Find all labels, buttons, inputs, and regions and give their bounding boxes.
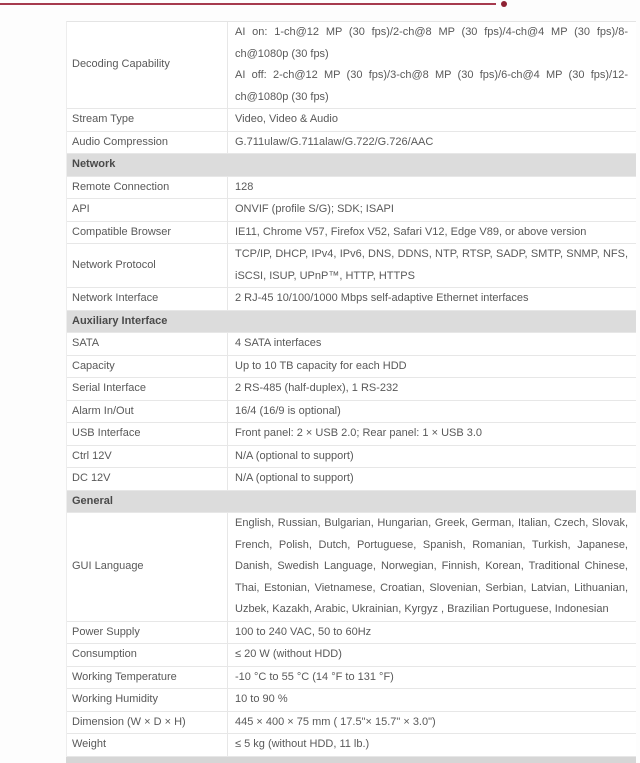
spec-value-paragraph: AI on: 1-ch@12 MP (30 fps)/2-ch@8 MP (30 fps)/4-ch@4 MP (30 fps)/8-ch@1080p (30 fps) — [235, 26, 628, 60]
spec-row — [67, 644, 636, 667]
spec-row — [67, 446, 636, 469]
spec-row — [67, 468, 636, 491]
specification-table — [66, 21, 636, 757]
spec-value — [228, 689, 636, 711]
section-header: Network — [67, 154, 636, 177]
spec-value — [228, 177, 636, 199]
spec-value — [228, 288, 636, 310]
spec-value-paragraph: 445 × 400 × 75 mm ( 17.5"× 15.7" × 3.0") — [235, 715, 436, 728]
spec-value-paragraph: -10 °C to 55 °C (14 °F to 131 °F) — [235, 670, 394, 683]
spec-value — [228, 446, 636, 468]
spec-row — [67, 622, 636, 645]
spec-row — [67, 356, 636, 379]
spec-value-paragraph: Video, Video & Audio — [235, 113, 338, 125]
spec-label: DC 12V — [67, 468, 228, 490]
spec-row — [67, 22, 636, 109]
spec-label: Working Humidity — [67, 689, 228, 711]
accent-divider-line — [0, 3, 496, 5]
spec-row — [67, 423, 636, 446]
spec-value-paragraph: 2 RS-485 (half-duplex), 1 RS-232 — [235, 382, 399, 394]
spec-label: Serial Interface — [67, 378, 228, 400]
spec-label: Compatible Browser — [67, 222, 228, 244]
spec-value-paragraph: 10 to 90 % — [235, 693, 288, 705]
spec-value-paragraph: N/A (optional to support) — [235, 449, 354, 462]
spec-row — [67, 177, 636, 200]
spec-value-paragraph: 16/4 (16/9 is optional) — [235, 404, 341, 417]
spec-value-paragraph: N/A (optional to support) — [235, 472, 354, 484]
section-header: Auxiliary Interface — [67, 311, 636, 334]
spec-label: USB Interface — [67, 423, 228, 445]
spec-value — [228, 712, 636, 734]
spec-label: Decoding Capability — [67, 22, 228, 108]
spec-row — [67, 288, 636, 311]
spec-label: API — [67, 199, 228, 221]
spec-label: Power Supply — [67, 622, 228, 644]
spec-value-paragraph: G.711ulaw/G.711alaw/G.722/G.726/AAC — [235, 135, 434, 148]
spec-label: Network Interface — [67, 288, 228, 310]
spec-value-paragraph: 128 — [235, 180, 254, 193]
spec-value — [228, 109, 636, 131]
spec-value-paragraph: English, Russian, Bulgarian, Hungarian, Greek, German, Italian, Czech, Slovak, French, Polish, Dutch, Portuguese, Spanish, Romanian, Turkish, Japanese, Danish, Swedish Language, Norwegian, Finnish, Korean, Traditional Chinese, Thai, Estonian, Vietnamese, Croatian, Slovenian, Serbian, Latvian, Lithuanian, Uzbek, Kazakh, Arabic, Ukrainian, Kyrgyz , Brazilian Portuguese, Indonesian — [235, 517, 628, 615]
accent-dot — [501, 1, 507, 7]
spec-value-paragraph: Front panel: 2 × USB 2.0; Rear panel: 1 × USB 3.0 — [235, 427, 483, 439]
spec-label: Alarm In/Out — [67, 401, 228, 423]
spec-value — [228, 356, 636, 378]
spec-value-paragraph: ONVIF (profile S/G); SDK; ISAPI — [235, 203, 394, 215]
spec-value-paragraph: ≤ 20 W (without HDD) — [235, 648, 342, 660]
spec-value — [228, 401, 636, 423]
spec-value-paragraph: AI off: 2-ch@12 MP (30 fps)/3-ch@8 MP (30 fps)/6-ch@4 MP (30 fps)/12-ch@1080p (30 fps) — [235, 69, 628, 103]
spec-row — [67, 734, 636, 757]
spec-value — [228, 734, 636, 756]
spec-value — [228, 132, 636, 154]
spec-value — [228, 378, 636, 400]
spec-value — [228, 468, 636, 490]
spec-value-paragraph: 100 to 240 VAC, 50 to 60Hz — [235, 625, 372, 638]
spec-label: Working Temperature — [67, 667, 228, 689]
spec-value-paragraph: IE11, Chrome V57, Firefox V52, Safari V12, Edge V89, or above version — [235, 225, 587, 238]
spec-value-paragraph: 4 SATA interfaces — [235, 337, 322, 349]
spec-value — [228, 199, 636, 221]
spec-value — [228, 244, 636, 287]
section-header: General — [67, 491, 636, 514]
spec-row — [67, 132, 636, 155]
spec-value — [228, 423, 636, 445]
spec-label: Network Protocol — [67, 244, 228, 287]
spec-row — [67, 401, 636, 424]
spec-value — [228, 667, 636, 689]
spec-value — [228, 513, 636, 621]
spec-value-paragraph: ≤ 5 kg (without HDD, 11 lb.) — [235, 738, 370, 750]
spec-row — [67, 109, 636, 132]
spec-row — [67, 689, 636, 712]
spec-value-paragraph: Up to 10 TB capacity for each HDD — [235, 359, 407, 372]
spec-row — [67, 333, 636, 356]
spec-value — [228, 644, 636, 666]
spec-label: Capacity — [67, 356, 228, 378]
spec-row — [67, 378, 636, 401]
spec-value-paragraph: 2 RJ-45 10/100/1000 Mbps self-adaptive Ethernet interfaces — [235, 292, 529, 304]
spec-value — [228, 622, 636, 644]
spec-row — [67, 244, 636, 288]
spec-row — [67, 513, 636, 622]
spec-row — [67, 199, 636, 222]
spec-label: Audio Compression — [67, 132, 228, 154]
spec-label: GUI Language — [67, 513, 228, 621]
spec-value-paragraph: TCP/IP, DHCP, IPv4, IPv6, DNS, DDNS, NTP, RTSP, SADP, SMTP, SNMP, NFS, iSCSI, ISUP, UPnP™, HTTP, HTTPS — [235, 248, 628, 282]
spec-row — [67, 222, 636, 245]
spec-value — [228, 333, 636, 355]
spec-label: Dimension (W × D × H) — [67, 712, 228, 734]
spec-label: Remote Connection — [67, 177, 228, 199]
spec-value — [228, 22, 636, 108]
spec-value — [228, 222, 636, 244]
spec-label: SATA — [67, 333, 228, 355]
spec-label: Stream Type — [67, 109, 228, 131]
spec-row — [67, 712, 636, 735]
spec-label: Weight — [67, 734, 228, 756]
spec-label: Consumption — [67, 644, 228, 666]
next-section-band — [66, 757, 636, 763]
spec-row — [67, 667, 636, 690]
spec-label: Ctrl 12V — [67, 446, 228, 468]
